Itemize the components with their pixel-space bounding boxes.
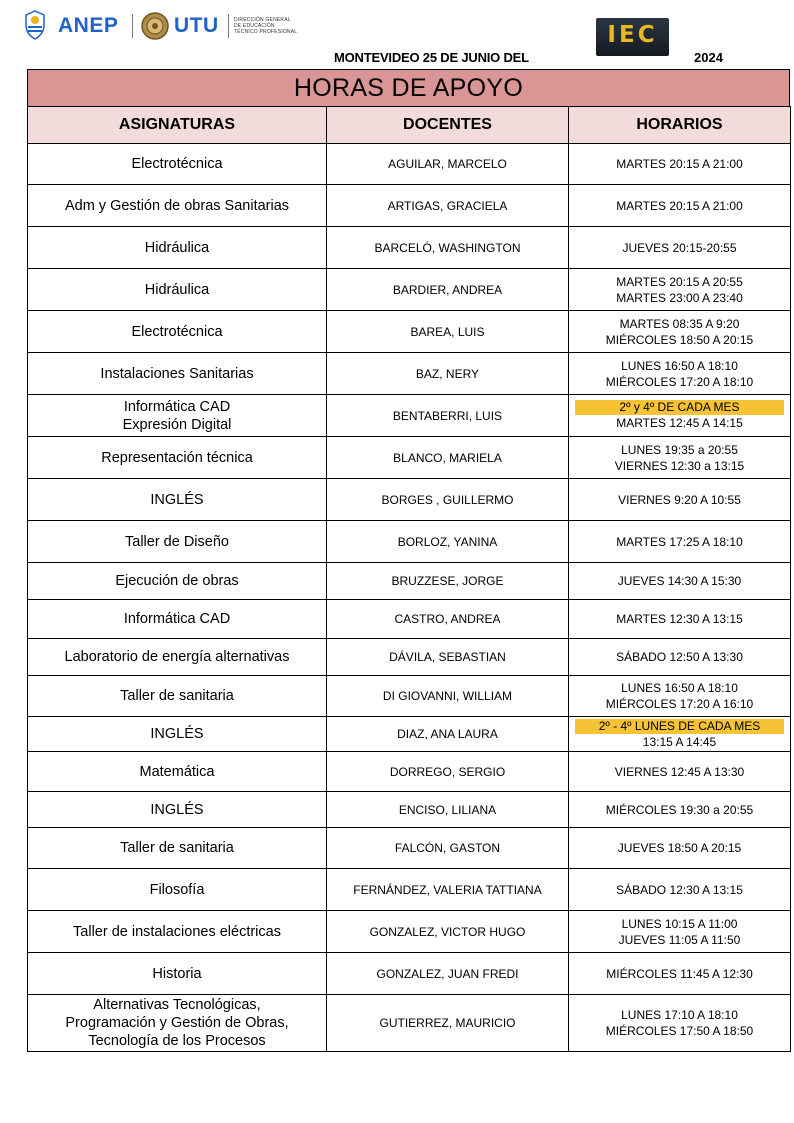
schedule-line: MIÉRCOLES 17:20 A 18:10	[605, 374, 754, 389]
teacher-cell: BARCELÓ, WASHINGTON	[327, 227, 569, 269]
table-row	[28, 752, 791, 792]
table-row	[28, 676, 791, 717]
table-row	[28, 953, 791, 995]
schedule-line: MARTES 23:00 A 23:40	[616, 290, 743, 305]
schedule-cell	[569, 828, 791, 869]
subject-line: Hidráulica	[144, 281, 210, 298]
schedule-line: VIERNES 12:45 A 13:30	[614, 764, 745, 779]
schedule-cell	[569, 521, 791, 563]
utu-emblem-icon	[140, 11, 170, 41]
schedule-cell	[569, 227, 791, 269]
teacher-cell: FALCÓN, GASTON	[327, 828, 569, 869]
teacher-cell: BARDIER, ANDREA	[327, 269, 569, 311]
subject-line: Alternativas Tecnológicas,	[93, 997, 261, 1013]
subject-line: Adm y Gestión de obras Sanitarias	[64, 197, 290, 214]
subject-cell	[28, 600, 327, 639]
subject-cell	[28, 185, 327, 227]
subject-cell	[28, 353, 327, 395]
subject-cell	[28, 227, 327, 269]
schedule-note-highlight: 2º - 4º LUNES DE CADA MES	[575, 719, 784, 734]
schedule-line: LUNES 19:35 a 20:55	[621, 442, 738, 457]
table-row	[28, 995, 791, 1052]
schedule-line: MARTES 08:35 A 9:20	[619, 316, 740, 331]
teacher-cell: AGUILAR, MARCELO	[327, 144, 569, 185]
teacher-cell: ENCISO, LILIANA	[327, 792, 569, 828]
schedule-line: LUNES 16:50 A 18:10	[621, 681, 738, 695]
teacher-cell: DI GIOVANNI, WILLIAM	[327, 676, 569, 717]
teacher-cell: BAZ, NERY	[327, 353, 569, 395]
subject-cell	[28, 311, 327, 353]
utu-logotype: UTU	[174, 14, 219, 37]
anep-logotype: ANEP	[58, 14, 119, 37]
subject-line: Expresión Digital	[122, 416, 232, 433]
schedule-cell	[569, 600, 791, 639]
schedule-line: MIÉRCOLES 17:50 A 18:50	[605, 1024, 754, 1038]
schedule-line: MARTES 20:15 A 20:55	[616, 274, 743, 289]
teacher-cell: CASTRO, ANDREA	[327, 600, 569, 639]
letterhead	[24, 10, 324, 44]
subject-cell	[28, 911, 327, 953]
subject-cell	[28, 144, 327, 185]
schedule-line: MIÉRCOLES 19:30 a 20:55	[605, 802, 754, 817]
subject-cell	[28, 953, 327, 995]
direccion-general-text: DIRECCIÓN GENERAL DE EDUCACIÓN TÉCNICO PROFESIONAL	[234, 17, 298, 35]
schedule-cell	[569, 869, 791, 911]
subject-line: INGLÉS	[150, 491, 204, 508]
table-row	[28, 227, 791, 269]
subject-line: Hidráulica	[144, 239, 210, 256]
table-row	[28, 869, 791, 911]
subject-cell	[28, 395, 327, 437]
subject-line: Matemática	[139, 763, 215, 780]
column-header-docentes: DOCENTES	[327, 107, 569, 144]
subject-cell	[28, 752, 327, 792]
schedule-cell	[569, 911, 791, 953]
subject-line: Filosofía	[149, 881, 205, 898]
schedule-line: MARTES 12:45 A 14:15	[616, 416, 743, 430]
subject-line: Taller de sanitaria	[120, 688, 234, 704]
subject-line: Electrotécnica	[131, 156, 223, 172]
schedule-line: JUEVES 18:50 A 20:15	[617, 841, 742, 855]
subject-cell	[28, 995, 327, 1052]
table-row	[28, 717, 791, 752]
schedule-line: SÁBADO 12:30 A 13:15	[616, 882, 743, 897]
schedule-cell	[569, 752, 791, 792]
schedule-line: JUEVES 11:05 A 11:50	[618, 932, 741, 947]
table-row	[28, 600, 791, 639]
schedule-cell	[569, 269, 791, 311]
schedule-note-highlight: 2º y 4º DE CADA MES	[575, 400, 784, 415]
teacher-cell: GONZALEZ, JUAN FREDI	[327, 953, 569, 995]
schedule-line: VIERNES 12:30 a 13:15	[614, 458, 745, 473]
table-row	[28, 792, 791, 828]
schedule-cell	[569, 395, 791, 437]
subject-line: Tecnología de los Procesos	[88, 1033, 266, 1049]
schedule-line: MIÉRCOLES 17:20 A 16:10	[605, 697, 754, 711]
subject-line: Informática CAD	[123, 611, 231, 627]
subject-cell	[28, 639, 327, 676]
schedule-line: JUEVES 14:30 A 15:30	[617, 574, 742, 588]
table-row	[28, 911, 791, 953]
subject-cell	[28, 792, 327, 828]
schedule-line: MIÉRCOLES 11:45 A 12:30	[606, 966, 753, 981]
subject-line: Representación técnica	[101, 449, 253, 466]
schedule-cell	[569, 353, 791, 395]
teacher-cell: ARTIGAS, GRACIELA	[327, 185, 569, 227]
table-title-bar	[27, 69, 790, 106]
table-row	[28, 185, 791, 227]
schedule-cell	[569, 792, 791, 828]
column-header-horarios: HORARIOS	[569, 107, 791, 144]
table-title: HORAS DE APOYO	[293, 74, 524, 102]
subject-line: Informática CAD	[123, 398, 231, 415]
table-row	[28, 311, 791, 353]
teacher-cell: BLANCO, MARIELA	[327, 437, 569, 479]
subject-line: Taller de Diseño	[125, 533, 229, 550]
teacher-cell: DORREGO, SERGIO	[327, 752, 569, 792]
schedule-cell	[569, 639, 791, 676]
teacher-cell: DÁVILA, SEBASTIAN	[327, 639, 569, 676]
subject-line: Electrotécnica	[131, 323, 223, 340]
schedule-line: SÁBADO 12:50 A 13:30	[616, 650, 743, 664]
logo-divider	[228, 14, 229, 38]
subject-line: Taller de instalaciones eléctricas	[73, 923, 281, 940]
logo-divider	[132, 14, 133, 38]
schedule-cell	[569, 479, 791, 521]
schedule-line: MIÉRCOLES 18:50 A 20:15	[605, 332, 754, 347]
subject-line: Taller de sanitaria	[120, 840, 234, 856]
table-row	[28, 144, 791, 185]
subject-line: Laboratorio de energía alternativas	[64, 649, 290, 665]
teacher-cell: BORGES , GUILLERMO	[327, 479, 569, 521]
teacher-cell: BRUZZESE, JORGE	[327, 563, 569, 600]
table-header-row	[28, 107, 791, 144]
schedule-line: LUNES 17:10 A 18:10	[621, 1008, 738, 1022]
subject-line: INGLÉS	[150, 726, 204, 742]
schedule-cell	[569, 437, 791, 479]
schedule-line: LUNES 16:50 A 18:10	[621, 358, 738, 373]
schedule-cell	[569, 676, 791, 717]
iec-logo-text: IEC	[607, 22, 658, 48]
schedule-line: MARTES 20:15 A 21:00	[616, 157, 743, 171]
schedule-line: LUNES 10:15 A 11:00	[621, 916, 738, 931]
subject-line: INGLÉS	[150, 801, 204, 818]
subject-cell	[28, 869, 327, 911]
table-body	[28, 144, 791, 1052]
schedule-cell	[569, 185, 791, 227]
teacher-cell: BAREA, LUIS	[327, 311, 569, 353]
schedule-cell	[569, 144, 791, 185]
subject-line: Ejecución de obras	[115, 573, 239, 589]
teacher-cell: BORLOZ, YANINA	[327, 521, 569, 563]
schedule-cell	[569, 953, 791, 995]
teacher-cell: FERNÁNDEZ, VALERIA TATTIANA	[327, 869, 569, 911]
teacher-cell: GONZALEZ, VICTOR HUGO	[327, 911, 569, 953]
year: 2024	[694, 50, 723, 65]
table-row	[28, 479, 791, 521]
subject-line: Historia	[152, 965, 202, 982]
table-row	[28, 563, 791, 600]
schedule-line: JUEVES 20:15-20:55	[622, 240, 737, 255]
table-row	[28, 828, 791, 869]
iec-logo	[596, 18, 669, 56]
subject-cell	[28, 563, 327, 600]
teacher-cell: GUTIERREZ, MAURICIO	[327, 995, 569, 1052]
schedule-line: MARTES 12:30 A 13:15	[616, 612, 743, 626]
schedule-cell	[569, 563, 791, 600]
schedule-line: MARTES 17:25 A 18:10	[616, 534, 743, 549]
schedule-line: MARTES 20:15 A 21:00	[616, 198, 743, 213]
table-row	[28, 353, 791, 395]
teacher-cell: DIAZ, ANA LAURA	[327, 717, 569, 752]
subject-cell	[28, 717, 327, 752]
subject-cell	[28, 828, 327, 869]
date-line: MONTEVIDEO 25 DE JUNIO DEL	[334, 50, 529, 65]
subject-cell	[28, 479, 327, 521]
subject-cell	[28, 437, 327, 479]
table-row	[28, 437, 791, 479]
subject-cell	[28, 676, 327, 717]
subject-cell	[28, 269, 327, 311]
schedule-line: VIERNES 9:20 A 10:55	[618, 492, 741, 507]
subject-cell	[28, 521, 327, 563]
table-row	[28, 521, 791, 563]
schedule-cell	[569, 995, 791, 1052]
subject-line: Programación y Gestión de Obras,	[65, 1015, 289, 1031]
table-row	[28, 639, 791, 676]
schedule-line: 13:15 A 14:45	[642, 734, 717, 749]
teacher-cell: BENTABERRI, LUIS	[327, 395, 569, 437]
schedule-cell	[569, 311, 791, 353]
anep-shield-icon	[24, 10, 46, 40]
schedule-table	[27, 106, 791, 1052]
schedule-cell	[569, 717, 791, 752]
column-header-asignaturas: ASIGNATURAS	[28, 107, 327, 144]
subject-line: Instalaciones Sanitarias	[100, 365, 254, 382]
table-row	[28, 395, 791, 437]
schedule-sheet	[27, 69, 790, 1052]
table-row	[28, 269, 791, 311]
